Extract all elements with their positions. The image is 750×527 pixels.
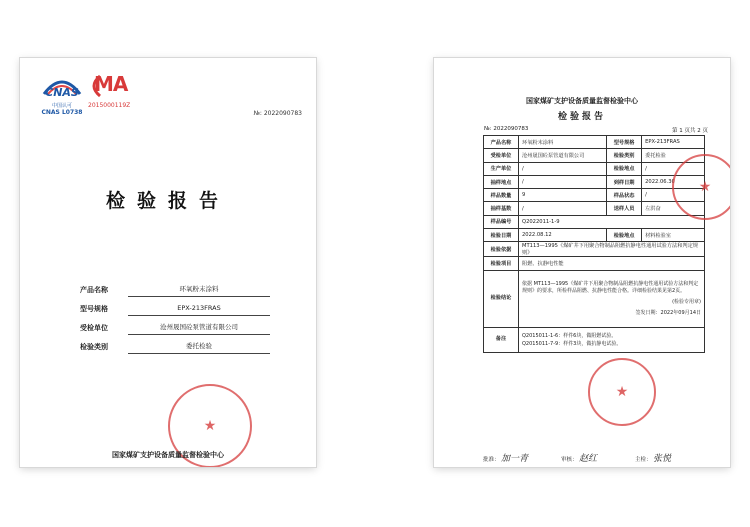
approve-label: 批准： [483,457,500,463]
cell-value: MT113—1995《煤矿井下用聚合物制品阻燃抗静电性通用试验方法和判定规则》 [519,242,705,257]
cell-value: 阻燃、抗静电性能 [519,257,705,270]
cell-label: 检验项目 [484,257,519,270]
table-row [484,229,705,242]
cell-value: / [519,202,607,215]
cell-label: 型号规格 [607,136,642,149]
page-indicator: 第 1 页共 2 页 [672,128,708,134]
table-row [484,327,705,352]
main-inspector-signature: 张悦 [653,454,672,464]
issuer-name: 国家煤矿支护设备质量监督检验中心 [112,451,224,459]
main-inspector-label: 主检： [635,457,652,463]
report-number: №: 2022090783 [253,110,302,117]
table-row [484,215,705,228]
conclusion-text: 依据 MT113—1995《煤矿井下用聚合物制品阻燃抗静电性通用试验方法和判定规则》的要求，所检样品阻燃、抗静电性能合格。详细检验结果见第2页。 [522,280,699,294]
cell-label: 样品状态 [607,189,642,202]
report-table [483,135,705,353]
approve-signature: 加一青 [501,454,529,464]
cma-letters: MA [94,72,128,96]
official-seal: ★ [588,358,656,426]
official-seal: ★ [672,154,730,220]
info-row-product [80,282,270,301]
table-row [484,202,705,215]
cell-label: 样品数量 [484,189,519,202]
note-cell [519,327,705,352]
cell-value: / [519,175,607,188]
cnas-sub: 中国认可 [51,103,72,109]
table-row [484,149,705,162]
cell-label: 备注 [484,327,519,352]
cell-label: 生产单位 [484,162,519,175]
cma-logo [88,72,140,120]
cell-value: 沧州晟国砼泵管道有限公司 [519,149,607,162]
cell-value: / [519,162,607,175]
report-title: 检验报告 [105,190,230,212]
info-value: 委托检验 [128,339,270,354]
info-label: 受检单位 [80,324,108,332]
report-cover-page [20,58,316,467]
review-label: 审核： [561,457,578,463]
detail-report-number: №: 2022090783 [484,126,529,132]
cell-value: EPX-213FRAS [642,136,705,149]
cell-label: 检验日期 [484,229,519,242]
cell-value: / [642,162,705,175]
cell-label: 到样日期 [607,175,642,188]
cell-value: / [642,189,705,202]
info-label: 型号规格 [80,305,108,313]
official-seal: ★ [168,384,252,467]
note-line: Q2015011-1-6：样件6块，做阻燃试验。 [522,332,617,339]
cell-label: 抽样基数 [484,202,519,215]
table-row [484,270,705,327]
note-line: Q2015011-7-9：样件3块，做抗静电试验。 [522,340,622,347]
cell-value: 9 [519,189,607,202]
cell-label: 检验地点 [607,229,642,242]
cell-value: 2022.08.12 [519,229,607,242]
table-row [484,242,705,257]
table-row [484,257,705,270]
cell-label: 检验依据 [484,242,519,257]
cell-label: 受检单位 [484,149,519,162]
cell-value: 材料检验室 [642,229,705,242]
cell-label: 产品名称 [484,136,519,149]
cnas-logo [38,74,86,120]
cell-value: Q2022011-1-9 [519,215,705,228]
info-row-category [80,339,270,358]
cell-value: 环氧粉末涂料 [519,136,607,149]
cell-label: 样品编号 [484,215,519,228]
info-label: 产品名称 [80,286,108,294]
cell-label: 检验类别 [607,149,642,162]
issue-date: 签发日期：2022年09月14日 [635,309,701,316]
review-signature: 赵红 [579,454,598,464]
cell-value: 左洪奋 [642,202,705,215]
cma-code: 2015000119Z [88,102,131,109]
info-value: 沧州晟国砼泵管道有限公司 [128,320,270,335]
cell-label: 送样人员 [607,202,642,215]
cell-value: 2022.06.30 [642,175,705,188]
info-row-model [80,301,270,320]
cell-label: 抽样地点 [484,175,519,188]
info-row-client [80,320,270,339]
detail-title: 检验报告 [557,112,606,122]
report-detail-page [434,58,730,467]
cnas-word: CNAS [45,86,79,99]
cnas-code: CNAS L0738 [41,109,83,116]
table-row [484,162,705,175]
table-row [484,136,705,149]
cell-label: 检验地点 [607,162,642,175]
conclusion-cell [519,270,705,327]
info-value: 环氧粉末涂料 [128,282,270,297]
cover-info [80,282,270,358]
cell-label: 检验结论 [484,270,519,327]
inspection-stamp-label: (检验专用章) [672,298,701,305]
cell-value: 委托检验 [642,149,705,162]
info-label: 检验类别 [80,343,108,351]
info-value: EPX-213FRAS [128,301,270,316]
detail-header: 国家煤矿支护设备质量监督检验中心 [526,97,638,105]
